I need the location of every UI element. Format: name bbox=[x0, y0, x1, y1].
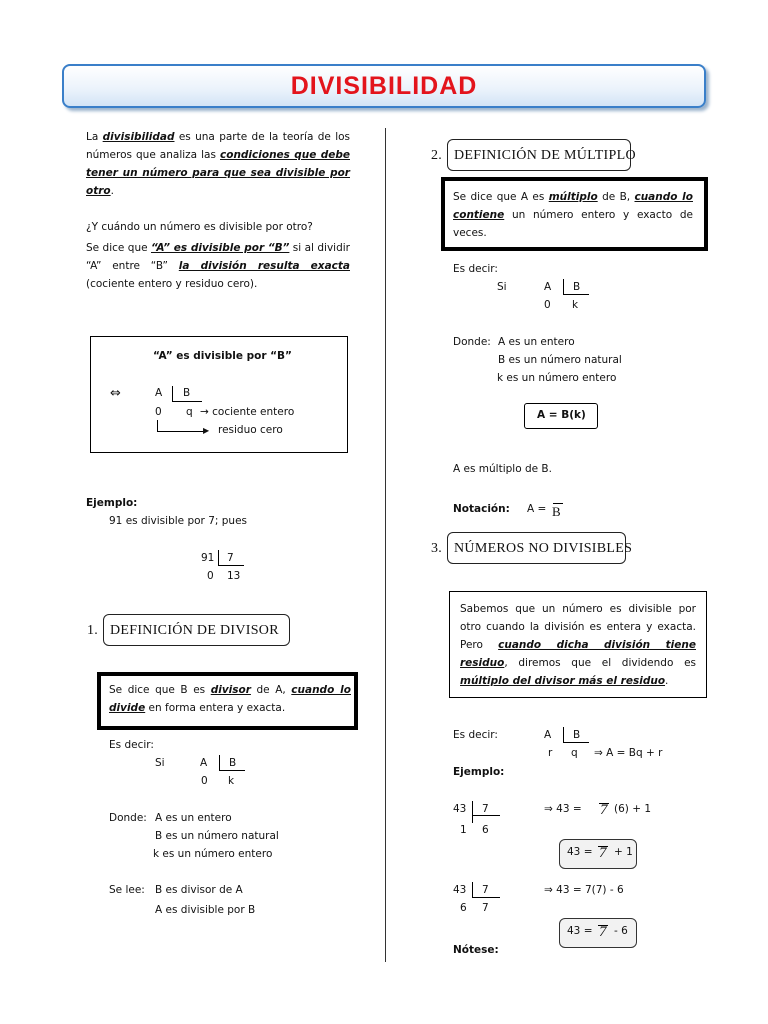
es-decir-label: Es decir: bbox=[109, 739, 154, 751]
var-zero: 0 bbox=[544, 299, 551, 311]
division-line bbox=[172, 401, 202, 402]
donde-label: Donde: bbox=[453, 336, 491, 348]
cociente-label: → cociente entero bbox=[200, 406, 295, 418]
division-bar bbox=[218, 550, 219, 566]
var-q: q bbox=[571, 747, 578, 759]
result-post: + 1 bbox=[614, 846, 633, 858]
title-banner bbox=[62, 64, 706, 108]
result-pre: 43 = bbox=[567, 925, 593, 937]
result-seven: 7 bbox=[599, 845, 607, 861]
section-title: DEFINICIÓN DE MÚLTIPLO bbox=[454, 148, 636, 163]
intro-paragraph: La divisibilidad es una parte de la teoría de los números que analiza las condiciones que debe tener un número para que sea divisible por otro. bbox=[86, 131, 351, 197]
donde-label: Donde: bbox=[109, 812, 147, 824]
ex1-dividend: 43 bbox=[453, 803, 467, 815]
section-title: DEFINICIÓN DE DIVISOR bbox=[110, 623, 279, 638]
result-seven: 7 bbox=[599, 924, 607, 940]
example-dividend: 91 bbox=[201, 552, 215, 564]
ex1-rest: (6) + 1 bbox=[614, 803, 652, 815]
relation: ⇒ A = Bq + r bbox=[594, 747, 663, 759]
example-quotient: 13 bbox=[227, 570, 241, 582]
var-r: r bbox=[548, 747, 553, 759]
intro-definition: Se dice que “A” es divisible por “B” si al dividir “A” entre “B” la división resulta exacta (cociente entero y residuo cero). bbox=[86, 242, 350, 290]
notacion: A = bbox=[527, 503, 547, 515]
section-number: 3. bbox=[431, 541, 443, 556]
donde-line: A es un entero bbox=[155, 812, 232, 824]
division-line bbox=[472, 815, 500, 816]
var-a: A bbox=[200, 757, 208, 769]
division-bar bbox=[563, 279, 564, 295]
se-lee-label: Se lee: bbox=[109, 884, 145, 896]
es-decir-label: Es decir: bbox=[453, 729, 498, 741]
multiplo-statement: A es múltiplo de B. bbox=[453, 463, 552, 475]
ex1-seven: 7 bbox=[600, 802, 608, 818]
division-bar bbox=[472, 801, 473, 823]
ex1-remainder: 1 bbox=[460, 824, 467, 836]
column-divider bbox=[385, 128, 386, 962]
donde-line: B es un número natural bbox=[155, 830, 279, 842]
var-k: k bbox=[228, 775, 235, 787]
ex1-quotient: 6 bbox=[482, 824, 489, 836]
divisor-definition: Se dice que B es divisor de A, cuando lo divide en forma entera y exacta. bbox=[109, 684, 351, 714]
var-b: B bbox=[573, 281, 581, 293]
se-lee-line: B es divisor de A bbox=[155, 884, 243, 896]
division-bar bbox=[219, 755, 220, 771]
var-a: A bbox=[544, 281, 552, 293]
ex2-quotient: 7 bbox=[482, 902, 489, 914]
var-b: B bbox=[573, 729, 581, 741]
example-divisor: 7 bbox=[227, 552, 234, 564]
var-zero: 0 bbox=[201, 775, 208, 787]
example-remainder: 0 bbox=[207, 570, 214, 582]
ex1-relation: ⇒ 43 = bbox=[544, 803, 582, 815]
var-k: k bbox=[572, 299, 579, 311]
residuo-label: residuo cero bbox=[218, 424, 283, 436]
box-zero: 0 bbox=[155, 406, 162, 418]
section-title: NÚMEROS NO DIVISIBLES bbox=[454, 541, 633, 556]
division-line bbox=[218, 565, 244, 566]
example-label: Ejemplo: bbox=[453, 766, 505, 778]
division-line bbox=[219, 770, 245, 771]
donde-line: B es un número natural bbox=[498, 354, 622, 366]
section-number: 2. bbox=[431, 148, 443, 163]
ex1-divisor: 7 bbox=[482, 803, 489, 815]
notacion-b: B bbox=[552, 504, 561, 519]
division-bar bbox=[472, 882, 473, 898]
si-label: Si bbox=[155, 757, 165, 769]
si-label: Si bbox=[497, 281, 507, 293]
division-line bbox=[563, 294, 589, 295]
multiplo-definition: Se dice que A es múltiplo de B, cuando lo contiene un número entero y exacto de veces. bbox=[453, 191, 693, 239]
formula: A = B(k) bbox=[537, 409, 586, 421]
ex2-divisor: 7 bbox=[482, 884, 489, 896]
residuo-arrowhead-icon: ▶ bbox=[203, 426, 210, 435]
no-divisibles-definition: Sabemos que un número es divisible por otro cuando la división es entera y exacta. Pero cuando dicha división tiene residuo, diremos que el dividendo es múltiplo del divisor más el residuo. bbox=[460, 603, 696, 687]
ex2-relation: ⇒ 43 = 7(7) - 6 bbox=[544, 884, 624, 896]
var-a: A bbox=[544, 729, 552, 741]
page-title: DIVISIBILIDAD bbox=[290, 72, 478, 100]
result-post: - 6 bbox=[614, 925, 628, 937]
example-text: 91 es divisible por 7; pues bbox=[109, 515, 247, 527]
box-title: “A” es divisible por “B” bbox=[153, 350, 292, 362]
division-bar bbox=[563, 727, 564, 743]
division-line bbox=[472, 897, 500, 898]
notacion-label: Notación: bbox=[453, 503, 510, 515]
division-line bbox=[563, 742, 589, 743]
section-number: 1. bbox=[87, 623, 99, 638]
example-label: Ejemplo: bbox=[86, 497, 138, 509]
se-lee-line: A es divisible por B bbox=[155, 904, 256, 916]
donde-line: k es un número entero bbox=[497, 372, 617, 384]
box-a: A bbox=[155, 387, 163, 399]
equivalence-icon: ⇔ bbox=[110, 386, 121, 401]
donde-line: k es un número entero bbox=[153, 848, 273, 860]
intro-question: ¿Y cuándo un número es divisible por otro? bbox=[86, 221, 313, 233]
result-pre: 43 = bbox=[567, 846, 593, 858]
box-q: q bbox=[186, 406, 193, 418]
division-bar bbox=[172, 386, 173, 402]
box-b: B bbox=[183, 387, 191, 399]
ex2-remainder: 6 bbox=[460, 902, 467, 914]
donde-line: A es un entero bbox=[498, 336, 575, 348]
es-decir-label: Es decir: bbox=[453, 263, 498, 275]
residuo-arrow-line bbox=[157, 431, 205, 432]
notese-label: Nótese: bbox=[453, 944, 499, 956]
ex2-dividend: 43 bbox=[453, 884, 467, 896]
var-b: B bbox=[229, 757, 237, 769]
